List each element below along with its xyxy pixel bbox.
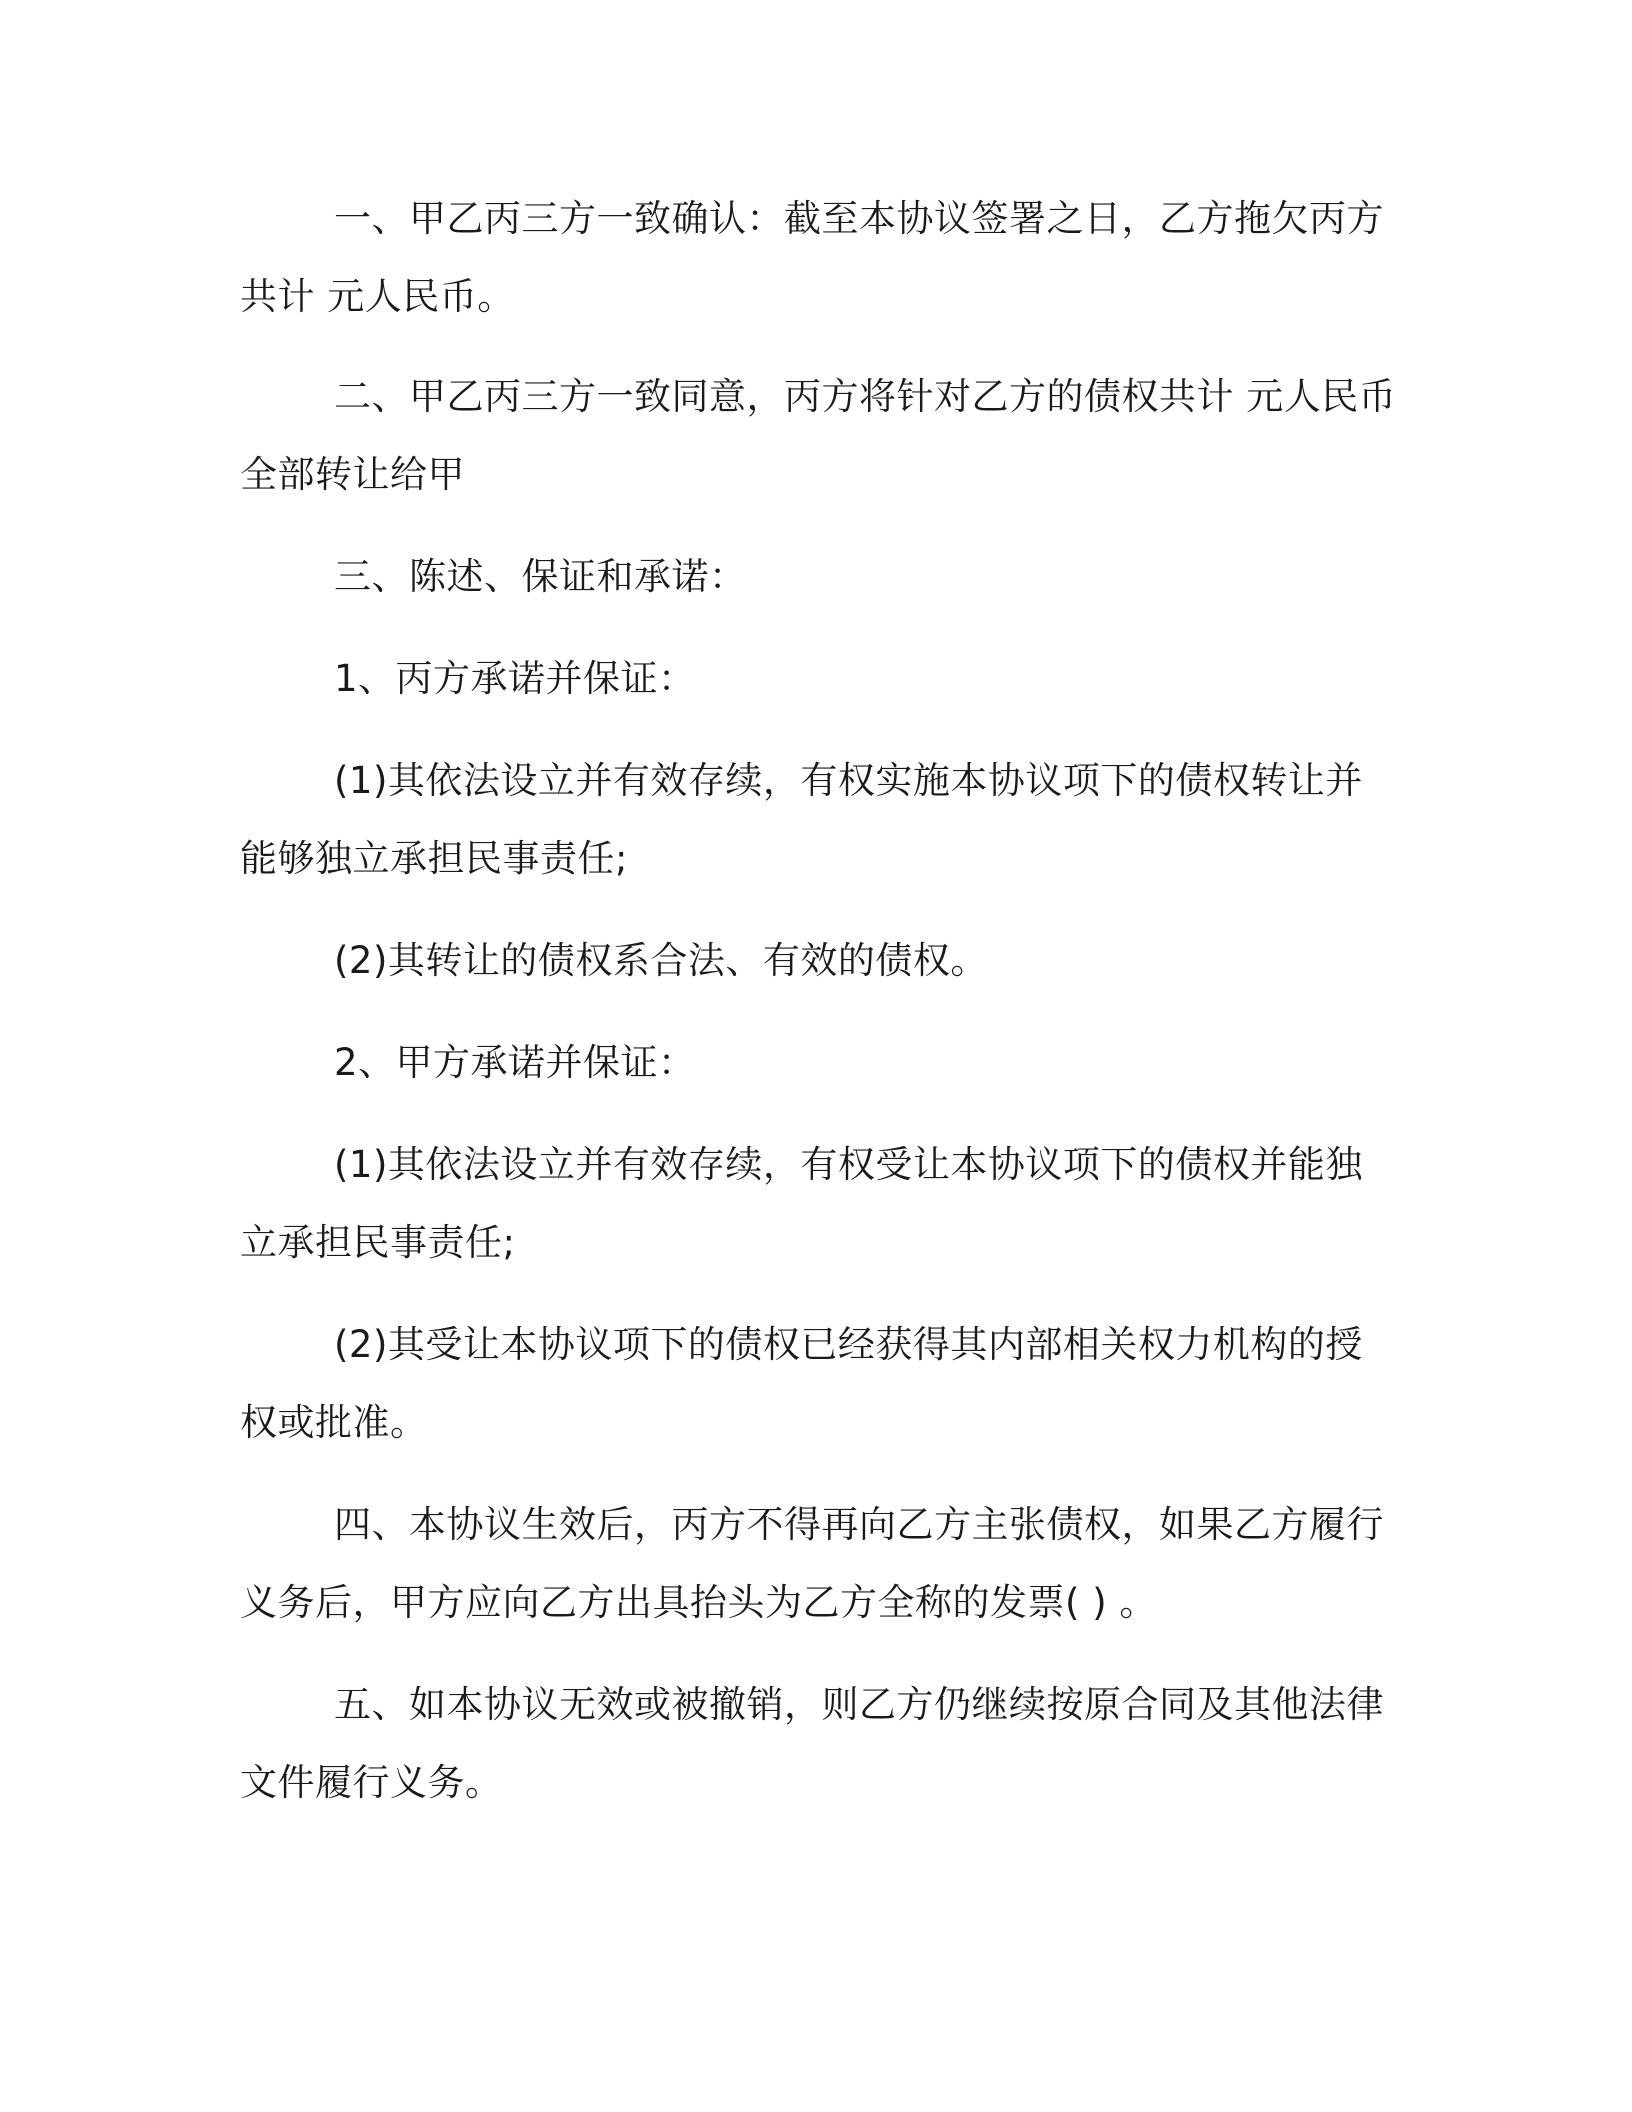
paragraph-1-debt-confirmation: 一、甲乙丙三方一致确认：截至本协议签署之日，乙方拖欠丙方共计 元人民币。 (240, 197, 1384, 318)
paragraph-party-a-commitment-2: (2)其受让本协议项下的债权已经获得其内部相关权力机构的授权或批准。 (240, 1323, 1363, 1444)
paragraph-3-representations-heading: 三、陈述、保证和承诺： (334, 555, 747, 598)
paragraph-party-c-commitments-heading: 1、丙方承诺并保证： (334, 657, 696, 700)
paragraph-5-invalidity: 五、如本协议无效或被撤销，则乙方仍继续按原合同及其他法律文件履行义务。 (240, 1683, 1384, 1804)
paragraph-2-debt-transfer: 二、甲乙丙三方一致同意，丙方将针对乙方的债权共计 元人民币全部转让给甲 (240, 375, 1397, 496)
paragraph-party-a-commitments-heading: 2、甲方承诺并保证： (334, 1041, 696, 1084)
paragraph-4-effect: 四、本协议生效后，丙方不得再向乙方主张债权，如果乙方履行义务后，甲方应向乙方出具抬头为乙方全称的发票( ) 。 (240, 1503, 1384, 1624)
paragraph-party-c-commitment-1: (1)其依法设立并有效存续，有权实施本协议项下的债权转让并能够独立承担民事责任; (240, 759, 1363, 880)
paragraph-party-a-commitment-1: (1)其依法设立并有效存续，有权受让本协议项下的债权并能独立承担民事责任; (240, 1143, 1363, 1264)
paragraph-party-c-commitment-2: (2)其转让的债权系合法、有效的债权。 (334, 939, 988, 982)
